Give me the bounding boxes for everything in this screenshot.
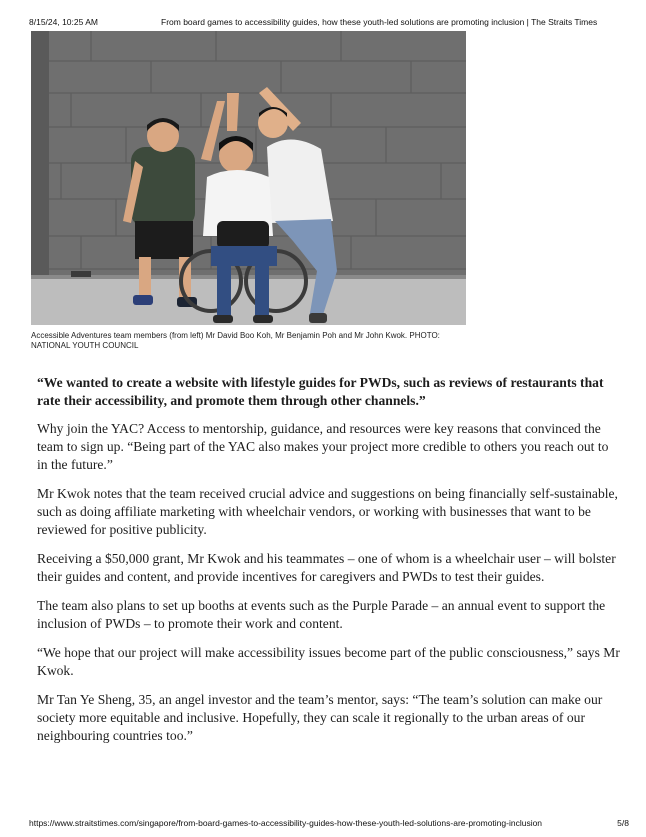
print-datetime: 8/15/24, 10:25 AM xyxy=(29,17,98,27)
page-url: https://www.straitstimes.com/singapore/from-board-games-to-accessibility-guides-how-these-youth-led-solutions-are-promoting-inclusion xyxy=(29,818,543,828)
photo-caption: Accessible Adventures team members (from left) Mr David Boo Koh, Mr Benjamin Poh and Mr John Kwok. PHOTO: NATIONAL YOUTH COUNCIL xyxy=(31,331,440,350)
article-paragraph: Why join the YAC? Access to mentorship, guidance, and resources were key reasons that convinced the team to sign up. “Being part of the YAC also makes your project more credible to others you reach out to in the future.” xyxy=(37,421,609,472)
article-paragraph: “We hope that our project will make accessibility issues become part of the public consciousness,” says Mr Kwok. xyxy=(37,645,620,678)
pull-quote: “We wanted to create a website with lifestyle guides for PWDs, such as reviews of restaurants that rate their accessibility, and promote them through other channels.” xyxy=(37,375,604,408)
page-number: 5/8 xyxy=(617,818,629,828)
article-paragraph: The team also plans to set up booths at events such as the Purple Parade – an annual event to support the inclusion of PWDs – to promote their work and content. xyxy=(37,598,606,631)
article-paragraph: Mr Tan Ye Sheng, 35, an angel investor and the team’s mentor, says: “The team’s solution can make our society more equitable and inclusive. Hopefully, they can scale it regionally to the urban areas of our neighbouring countries too.” xyxy=(37,692,603,743)
article-paragraph: Receiving a $50,000 grant, Mr Kwok and his teammates – one of whom is a wheelchair user – will bolster their guides and content, and provide incentives for caregivers and PWDs to test their guides. xyxy=(37,551,616,584)
article-paragraph: Mr Kwok notes that the team received crucial advice and suggestions on being financially self-sustainable, such as doing affiliate marketing with wheelchair vendors, or working with businesses that want to be reviewed for positive publicity. xyxy=(37,486,618,537)
article-photo xyxy=(31,31,466,325)
article-body xyxy=(37,374,622,756)
print-page-title: From board games to accessibility guides, how these youth-led solutions are promoting inclusion | The Straits Times xyxy=(161,17,598,27)
